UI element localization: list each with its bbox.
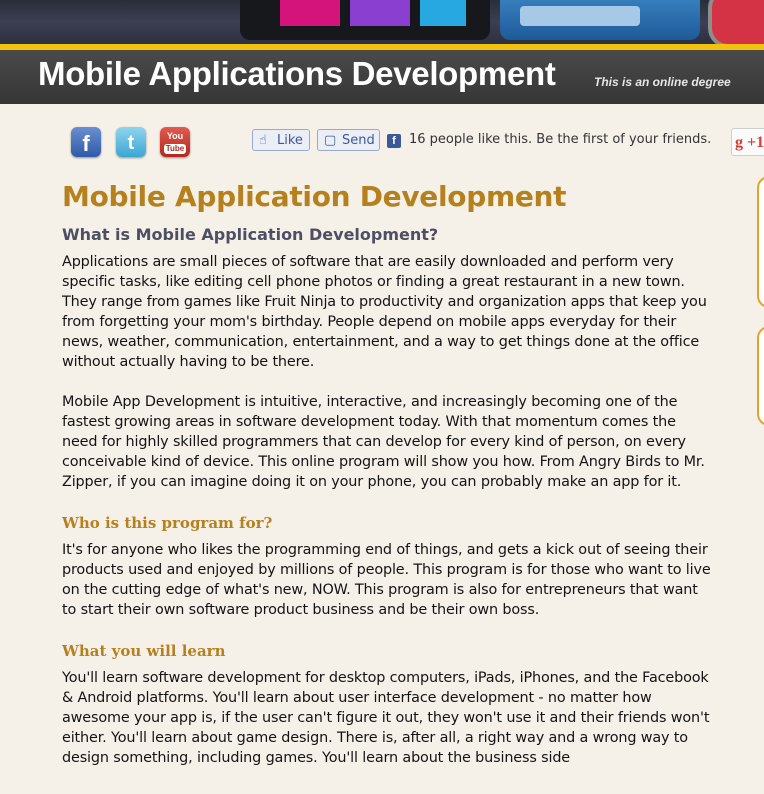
speech-bubble-icon: ▢: [324, 133, 337, 148]
page-title: Mobile Application Development: [62, 180, 567, 213]
google-plus-one-button[interactable]: g +1: [731, 128, 764, 156]
facebook-send-button[interactable]: [317, 129, 380, 151]
side-tab[interactable]: [757, 326, 764, 426]
like-count-text: 16 people like this. Be the first of your friends.: [409, 132, 712, 147]
who-paragraph: It's for anyone who likes the programming end of things, and gets a kick out of seeing their products used and enjoyed by millions of people. This program is for those who want to live on the cutting edge of what's new, NOW. This program is also for entrepreneurs that want to start their own software product business and be their own boss.: [62, 542, 711, 618]
phone-screen: [520, 6, 640, 26]
facebook-icon[interactable]: [71, 127, 101, 157]
like-button-label: Like: [277, 133, 303, 148]
app-tile: [280, 0, 340, 26]
facebook-small-icon: f: [387, 134, 401, 148]
youtube-label-top: You: [166, 131, 184, 141]
app-tile: [350, 0, 410, 26]
main-content: [62, 178, 712, 788]
tablet-device-image: [240, 0, 490, 40]
what-is-heading: What is Mobile Application Development?: [62, 225, 439, 244]
site-title[interactable]: Mobile Applications Development: [38, 55, 556, 92]
learn-heading: What you will learn: [62, 642, 226, 660]
twitter-icon[interactable]: [116, 127, 146, 157]
send-button-label: Send: [342, 133, 375, 148]
header-banner-image: [0, 0, 764, 44]
intro-paragraph: Applications are small pieces of software that are easily downloaded and perform very specific tasks, like editing cell phone photos or finding a great restaurant in a new town. They range from games like Fruit Ninja to productivity and organization apps that keep you from forgetting your mom's birthday. People depend on mobile apps everyday for their news, weather, communication, entertainment, and a way to get things done at the office without actually having to be there.: [62, 254, 707, 370]
momentum-paragraph: Mobile App Development is intuitive, interactive, and increasingly becoming one of the fastest growing areas in software development today. With that momentum comes the need for highly skilled programmers that can develop for every kind of person, on every conceivable kind of device. This online program will show you how. From Angry Birds to Mr. Zipper, if you can imagine doing it on your phone, you can probably make an app for it.: [62, 394, 705, 490]
handheld-device-image: [708, 0, 764, 44]
twitter-glyph: t: [127, 132, 135, 154]
facebook-glyph: f: [82, 131, 90, 156]
facebook-like-button[interactable]: [252, 129, 310, 151]
app-tile: [420, 0, 466, 26]
youtube-icon[interactable]: [160, 127, 190, 157]
youtube-label-bottom: Tube: [165, 144, 185, 153]
site-tagline: This is an online degree: [594, 75, 731, 89]
thumbs-up-icon: ☝: [259, 133, 267, 148]
side-tab[interactable]: [757, 176, 764, 308]
title-bar: [0, 50, 764, 104]
who-heading: Who is this program for?: [62, 514, 273, 532]
phone-device-image: [500, 0, 700, 40]
learn-paragraph: You'll learn software development for desktop computers, iPads, iPhones, and the Facebook & Android platforms. You'll learn about user interface development - no matter how awesome your app is, if the user can't figure it out, they won't use it and their friends won't either. You'll learn about game design. There is, after all, a right way and a wrong way to design something, including games. You'll learn about the business side: [62, 670, 710, 766]
